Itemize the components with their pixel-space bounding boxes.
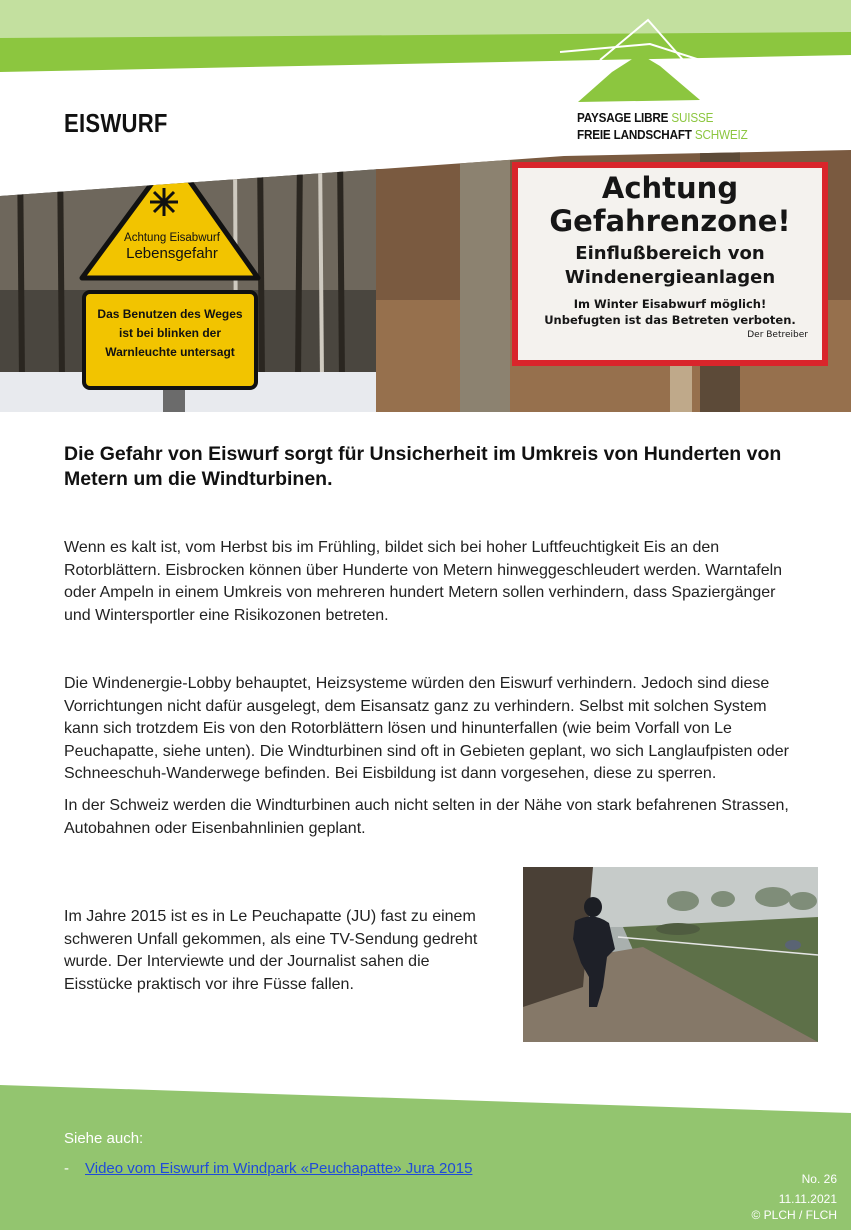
logo-text-light: SCHWEIZ bbox=[694, 127, 748, 142]
sign-line: ist bei blinken der bbox=[118, 326, 222, 340]
peuchapatte-photo bbox=[523, 867, 818, 1042]
sign-line: Im Winter Eisabwurf möglich! bbox=[573, 297, 767, 311]
sign-line: Der Betreiber bbox=[747, 330, 808, 340]
logo-text-bold: FREIE LANDSCHAFT bbox=[577, 127, 692, 142]
logo-text-line-1 bbox=[577, 110, 713, 125]
copyright: © PLCH / FLCH bbox=[751, 1208, 837, 1222]
issue-date: 11.11.2021 bbox=[778, 1192, 837, 1206]
paragraph-heizsysteme bbox=[64, 673, 804, 786]
header-top-stripe bbox=[0, 0, 851, 38]
footer-band bbox=[0, 1085, 851, 1230]
text-line: oder Ampeln in einem Umkreis von mehreren hundert Metern sollen verhindern, dass Spaziergänger bbox=[64, 584, 776, 601]
snowflake-icon bbox=[150, 188, 178, 216]
text-line: kann sich trotzdem Eis von den Rotorblättern lösen und hinunterfallen (wie beim Vorfall von Le bbox=[64, 720, 732, 737]
sign-line: Einflußbereich von bbox=[575, 243, 765, 264]
text-line: In der Schweiz werden die Windturbinen auch nicht selten in der Nähe von stark befahrenen Strassen, bbox=[64, 797, 789, 814]
lead-paragraph: Die Gefahr von Eiswurf sorgt für Unsicherheit im Umkreis von Hunderten von Metern um die Windturbinen. bbox=[64, 443, 782, 490]
list-bullet: - bbox=[64, 1160, 69, 1177]
left-sign-top-text bbox=[98, 231, 246, 263]
text-line: Die Windenergie-Lobby behauptet, Heizsysteme würden den Eiswurf verhindern. Jedoch sind diese bbox=[64, 675, 770, 692]
sign-line: Lebensgefahr bbox=[126, 245, 218, 262]
header-green-band bbox=[0, 32, 851, 72]
text-line: Im Jahre 2015 ist es in Le Peuchapatte (JU) fast zu einem bbox=[64, 908, 476, 925]
sign-line: Das Benutzen des Weges bbox=[97, 307, 243, 321]
text-line: Eisstücke praktisch vor ihre Füsse fallen. bbox=[64, 975, 354, 993]
sign-line: Achtung bbox=[601, 171, 739, 205]
sign-line: Gefahrenzone! bbox=[549, 204, 791, 238]
text-line: Vorrichtungen nicht dafür ausgelegt, dem Eisansatz ganz zu verhindern. Selbst mit solchen System bbox=[64, 697, 767, 715]
logo-mountain-icon bbox=[578, 54, 700, 102]
right-sign-text bbox=[520, 172, 820, 342]
sign-line: Warnleuchte untersagt bbox=[105, 345, 235, 359]
text-line: Peuchapatte, siehe unten). Die Windturbinen sind oft in Gebieten geplant, wo sich Langlaufpisten oder bbox=[64, 742, 789, 760]
sign-line: Windenergieanlagen bbox=[564, 267, 776, 288]
text-line: wurde. Der Interviewte und der Journalist sahen die bbox=[64, 953, 430, 970]
text-line: Rotorblättern. Eisbrocken können über Hunderte von Metern hinweggeschleudert werden. Warntafeln bbox=[64, 561, 783, 579]
page-title: EISWURF bbox=[64, 108, 168, 138]
logo-text-bold: PAYSAGE LIBRE bbox=[577, 110, 669, 125]
text-line: schweren Unfall gekommen, als eine TV-Sendung gedreht bbox=[64, 930, 478, 948]
paragraph-schweiz bbox=[64, 795, 804, 840]
paragraph-eisbildung bbox=[64, 537, 804, 627]
logo-text-light: SUISSE bbox=[671, 110, 714, 125]
see-also-heading: Siehe auch: bbox=[64, 1130, 144, 1147]
text-line: Autobahnen oder Eisenbahnlinien geplant. bbox=[64, 819, 366, 837]
text-line: und Wintersportler eine Risikozonen betreten. bbox=[64, 606, 389, 624]
text-line: Wenn es kalt ist, vom Herbst bis im Frühling, bildet sich bei hoher Luftfeuchtigkeit Eis an den bbox=[64, 539, 720, 556]
video-link[interactable]: Video vom Eiswurf im Windpark «Peuchapatte» Jura 2015 bbox=[85, 1160, 473, 1177]
text-line: Schneeschuh-Wanderwege befinden. Bei Eisbildung ist dann vorgesehen, diese zu sperren. bbox=[64, 765, 717, 782]
left-sign-bottom-text bbox=[90, 305, 250, 362]
paragraph-peuchapatte bbox=[64, 906, 484, 996]
logo-text-line-2 bbox=[577, 127, 748, 142]
sign-line: Achtung Eisabwurf bbox=[124, 232, 220, 244]
sign-line: Unbefugten ist das Betreten verboten. bbox=[544, 313, 796, 327]
issue-number: No. 26 bbox=[801, 1172, 837, 1186]
